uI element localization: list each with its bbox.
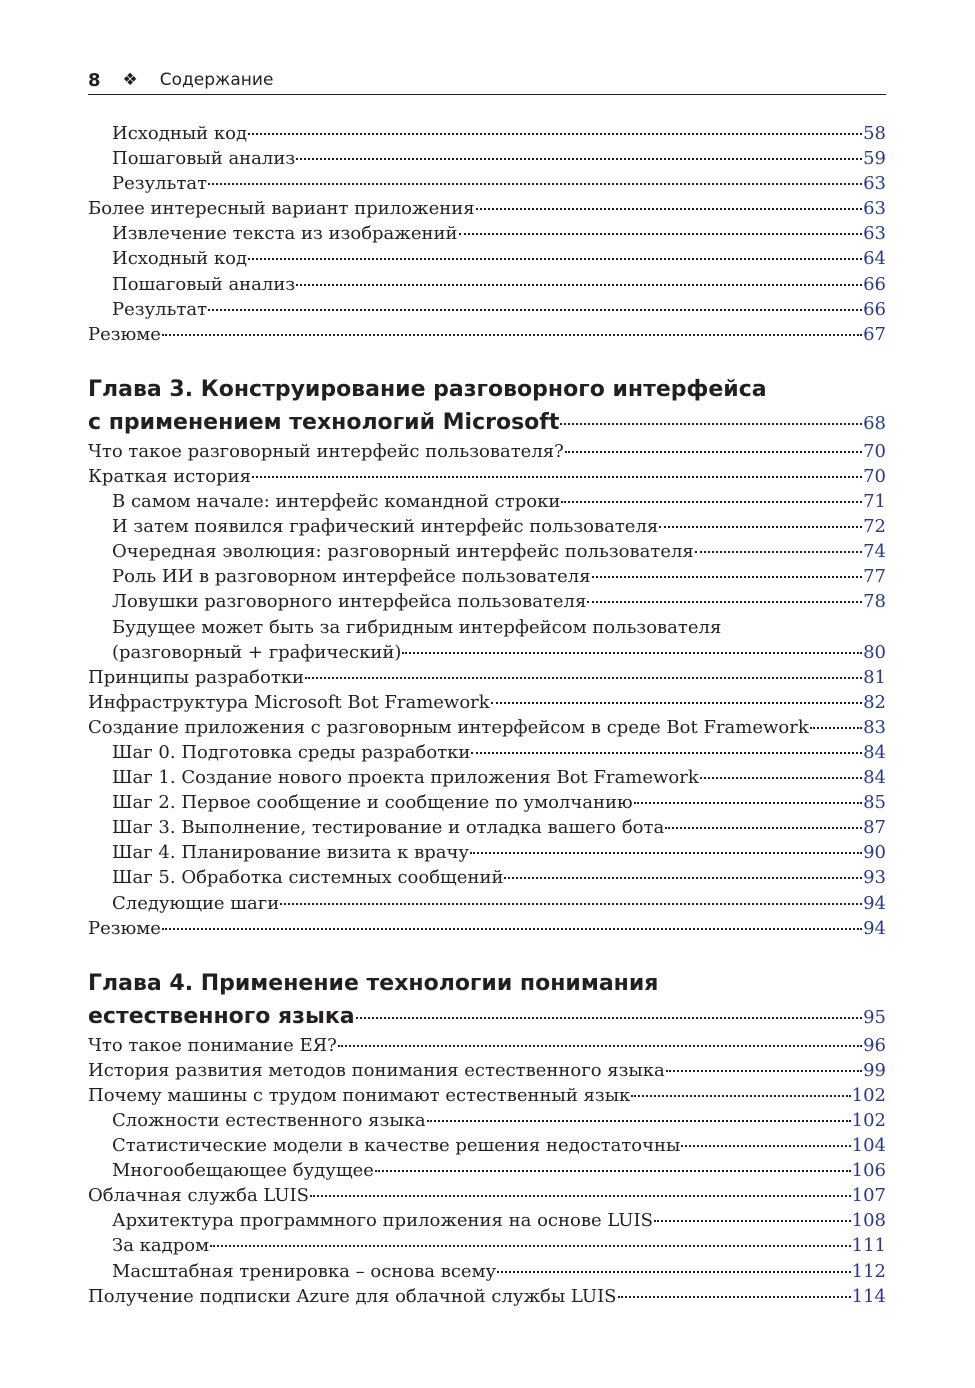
toc-entry[interactable]	[88, 1158, 886, 1183]
toc-entry-title: Исходный код	[112, 123, 248, 144]
toc-entry-title: Шаг 5. Обработка системных сообщений	[112, 867, 504, 889]
toc-entry-title: Создание приложения с разговорным интерфейсом в среде Bot Framework	[88, 716, 809, 738]
toc-entry[interactable]	[88, 690, 886, 715]
dot-leader	[252, 476, 862, 478]
toc-entry-title: Резюме	[88, 323, 161, 345]
dot-leader	[459, 233, 863, 235]
toc-entry[interactable]	[88, 1033, 886, 1058]
dot-leader	[162, 928, 862, 930]
toc-entry-title: Извлечение текста из изображений	[112, 223, 458, 245]
toc-entry[interactable]	[88, 589, 886, 614]
toc-entry[interactable]	[88, 246, 886, 271]
toc-entry[interactable]	[88, 765, 886, 790]
toc-page-number: 106	[851, 1160, 886, 1182]
dot-leader	[565, 451, 862, 453]
dot-leader	[666, 1070, 862, 1072]
toc-page-number: 84	[863, 741, 886, 763]
toc-entry-title: Более интересный вариант приложения	[88, 198, 475, 220]
toc-page-number: 111	[851, 1235, 886, 1257]
toc-group-3	[88, 1033, 886, 1309]
toc-entry-title-line: (разговорный + графический)	[112, 641, 402, 663]
toc-entry[interactable]	[88, 464, 886, 489]
toc-entry[interactable]	[88, 539, 886, 564]
dot-leader	[476, 208, 863, 210]
toc-entry[interactable]	[88, 865, 886, 890]
toc-entry[interactable]	[88, 121, 886, 146]
toc-entry[interactable]	[88, 564, 886, 589]
chapter-title-line: Глава 4. Применение технологии понимания	[88, 970, 659, 996]
dot-leader	[470, 852, 862, 854]
dot-leader	[280, 903, 862, 905]
toc-entry-title: Инфраструктура Microsoft Bot Framework	[88, 691, 490, 713]
toc-page-number: 85	[863, 792, 886, 814]
chapter-title-row	[88, 407, 886, 439]
toc-entry[interactable]	[88, 1108, 886, 1133]
toc-entry[interactable]	[88, 790, 886, 815]
dot-leader	[471, 752, 862, 754]
toc-page-number: 93	[863, 867, 886, 889]
dot-leader	[248, 258, 862, 260]
toc-entry-title: Резюме	[88, 917, 161, 939]
chapter-3-heading[interactable]	[88, 373, 886, 439]
toc-entry[interactable]	[88, 1208, 886, 1233]
toc-entry[interactable]	[88, 740, 886, 765]
dot-leader	[162, 334, 862, 336]
toc-entry-title: Шаг 1. Создание нового проекта приложения Bot Framework	[112, 767, 699, 789]
chapter-title-line: Глава 3. Конструирование разговорного интерфейса	[88, 376, 767, 402]
ornament-icon: ❖	[122, 70, 138, 90]
toc-entry-title: Почему машины с трудом понимают естественный язык	[88, 1084, 631, 1106]
dot-leader	[338, 1045, 862, 1047]
toc-entry-title: Пошаговый анализ	[112, 273, 296, 295]
toc-entry-title: Архитектура программного приложения на основе LUIS	[112, 1210, 653, 1232]
dot-leader	[592, 576, 863, 578]
toc-entry-title: Статистические модели в качестве решения недостаточны	[112, 1135, 681, 1157]
toc-page-number: 87	[863, 817, 886, 839]
toc-page-number: 114	[851, 1285, 886, 1307]
toc-page-number: 94	[863, 892, 886, 914]
dot-leader	[618, 1296, 851, 1298]
toc-entry[interactable]	[88, 1233, 886, 1258]
dot-leader	[810, 727, 862, 729]
toc-entry-title: Шаг 4. Планирование визита к врачу	[112, 842, 469, 864]
dot-leader	[497, 1271, 850, 1273]
toc-entry[interactable]	[88, 1133, 886, 1158]
toc-page-number: 83	[863, 716, 886, 738]
toc-entry[interactable]	[88, 665, 886, 690]
toc-entry[interactable]	[88, 1058, 886, 1083]
toc-entry[interactable]	[88, 221, 886, 246]
toc-entry-title: Краткая история	[88, 465, 251, 487]
toc-page-number: 58	[863, 123, 886, 144]
toc-page-number: 72	[863, 516, 886, 538]
toc-entry-title: Исходный код	[112, 248, 248, 270]
toc-entry-title: За кадром	[112, 1235, 210, 1257]
toc-page-number: 99	[863, 1059, 886, 1081]
toc-entry[interactable]	[88, 1284, 886, 1309]
toc-entry-title: Ловушки разговорного интерфейса пользователя	[112, 591, 587, 613]
toc-page-number: 107	[851, 1185, 886, 1207]
chapter-title-line: с применением технологий Microsoft	[88, 409, 560, 435]
toc-entry[interactable]	[88, 297, 886, 322]
dot-leader	[491, 702, 862, 704]
toc-entry-title: Пошаговый анализ	[112, 148, 296, 170]
toc-page-number: 104	[851, 1135, 886, 1157]
header-title: Содержание	[159, 70, 274, 90]
toc-entry[interactable]	[88, 1259, 886, 1284]
toc-page-number: 96	[863, 1034, 886, 1056]
running-header	[88, 66, 886, 95]
toc-group-2a	[88, 439, 886, 615]
toc-entry-title: И затем появился графический интерфейс пользователя	[112, 516, 659, 538]
dot-leader	[402, 652, 862, 654]
toc-group-1	[88, 121, 886, 347]
toc-page-number: 81	[863, 666, 886, 688]
toc-entry-title: Очередная эволюция: разговорный интерфейс пользователя	[112, 541, 694, 563]
dot-leader	[208, 183, 862, 185]
toc-entry[interactable]	[88, 489, 886, 514]
toc-entry-title: Масштабная тренировка – основа всему	[112, 1260, 497, 1282]
toc-entry[interactable]	[88, 815, 886, 840]
toc-page-number: 90	[863, 842, 886, 864]
toc-entry-row	[88, 640, 886, 665]
dot-leader	[560, 423, 862, 425]
dot-leader	[296, 284, 862, 286]
toc-page-number: 68	[863, 412, 886, 434]
toc-page-number: 78	[863, 591, 886, 613]
toc-page-number: 112	[851, 1260, 886, 1282]
dot-leader	[375, 1170, 851, 1172]
toc-entry[interactable]	[88, 514, 886, 539]
toc-entry-title: Что такое разговорный интерфейс пользователя?	[88, 440, 564, 462]
toc-page-number: 95	[863, 1006, 886, 1028]
toc-entry-title: Что такое понимание ЕЯ?	[88, 1034, 337, 1056]
dot-leader	[310, 1195, 851, 1197]
toc-entry[interactable]	[88, 171, 886, 196]
dot-leader	[665, 827, 862, 829]
toc-page-number: 59	[863, 148, 886, 170]
toc-entry[interactable]	[88, 196, 886, 221]
toc-entry-title: История развития методов понимания естественного языка	[88, 1059, 665, 1081]
dot-leader	[296, 158, 862, 160]
dot-leader	[356, 1017, 862, 1019]
toc-entry[interactable]	[88, 891, 886, 916]
toc-page-number: 77	[863, 566, 886, 588]
toc-page-number: 84	[863, 767, 886, 789]
toc-group-2b	[88, 665, 886, 941]
dot-leader	[700, 777, 862, 779]
toc-page-number: 66	[863, 273, 886, 295]
toc-entry[interactable]	[88, 715, 886, 740]
toc-page-number: 80	[863, 641, 886, 663]
toc-page-number: 67	[863, 323, 886, 345]
dot-leader	[561, 501, 862, 503]
dot-leader	[248, 133, 862, 135]
toc-entry[interactable]	[88, 1183, 886, 1208]
chapter-title-line: естественного языка	[88, 1003, 355, 1029]
toc-page-number: 64	[863, 248, 886, 270]
toc-page-number: 108	[851, 1210, 886, 1232]
toc-entry-title: Результат	[112, 173, 208, 195]
dot-leader	[681, 1145, 850, 1147]
toc-entry-title: Шаг 2. Первое сообщение и сообщение по умолчанию	[112, 792, 633, 814]
dot-leader	[587, 601, 862, 603]
toc-entry-title: Многообещающее будущее	[112, 1160, 374, 1182]
toc-page-number: 71	[863, 491, 886, 513]
dot-leader	[695, 551, 862, 553]
toc-page-number: 70	[863, 440, 886, 462]
toc-page-number: 70	[863, 465, 886, 487]
toc-entry[interactable]	[88, 322, 886, 347]
toc-entry-title: Шаг 3. Выполнение, тестирование и отладка вашего бота	[112, 817, 665, 839]
toc-entry-title: Шаг 0. Подготовка среды разработки	[112, 741, 471, 763]
toc-entry-title: Следующие шаги	[112, 892, 280, 914]
chapter-title-row	[88, 1001, 886, 1033]
toc-page-number: 102	[851, 1084, 886, 1106]
dot-leader	[631, 1095, 850, 1097]
toc-entry[interactable]	[88, 439, 886, 464]
toc-page-number: 63	[863, 173, 886, 195]
toc-entry[interactable]	[88, 1083, 886, 1108]
toc-entry[interactable]	[88, 916, 886, 941]
toc-page-number: 66	[863, 298, 886, 320]
dot-leader	[427, 1120, 851, 1122]
book-page	[88, 66, 886, 1309]
dot-leader	[504, 877, 862, 879]
toc-page-number: 74	[863, 541, 886, 563]
toc-entry[interactable]	[88, 272, 886, 297]
dot-leader	[634, 802, 862, 804]
dot-leader	[659, 526, 862, 528]
toc-entry-title: Роль ИИ в разговорном интерфейсе пользователя	[112, 566, 591, 588]
toc-entry[interactable]	[88, 840, 886, 865]
toc-page-number: 102	[851, 1110, 886, 1131]
toc-page-number: 94	[863, 917, 886, 939]
toc-entry-title: В самом начале: интерфейс командной строки	[112, 491, 561, 513]
toc-page-number: 63	[863, 223, 886, 245]
page-number: 8	[88, 69, 101, 91]
toc-entry-title: Облачная служба LUIS	[88, 1185, 310, 1207]
dot-leader	[654, 1220, 851, 1222]
toc-page-number: 82	[863, 691, 886, 713]
toc-entry-title: Результат	[112, 298, 208, 320]
toc-entry-title: Сложности естественного языка	[112, 1110, 426, 1131]
dot-leader	[210, 1245, 851, 1247]
toc-entry-title: Принципы разработки	[88, 666, 305, 688]
toc-entry[interactable]	[88, 146, 886, 171]
toc-entry-title-line: Будущее может быть за гибридным интерфейсом пользователя	[112, 616, 722, 638]
dot-leader	[208, 309, 862, 311]
toc-entry-title: Получение подписки Azure для облачной службы LUIS	[88, 1285, 617, 1307]
toc-page-number: 63	[863, 198, 886, 220]
dot-leader	[305, 677, 862, 679]
chapter-4-heading[interactable]	[88, 967, 886, 1033]
toc-entry-multiline[interactable]	[88, 615, 886, 665]
